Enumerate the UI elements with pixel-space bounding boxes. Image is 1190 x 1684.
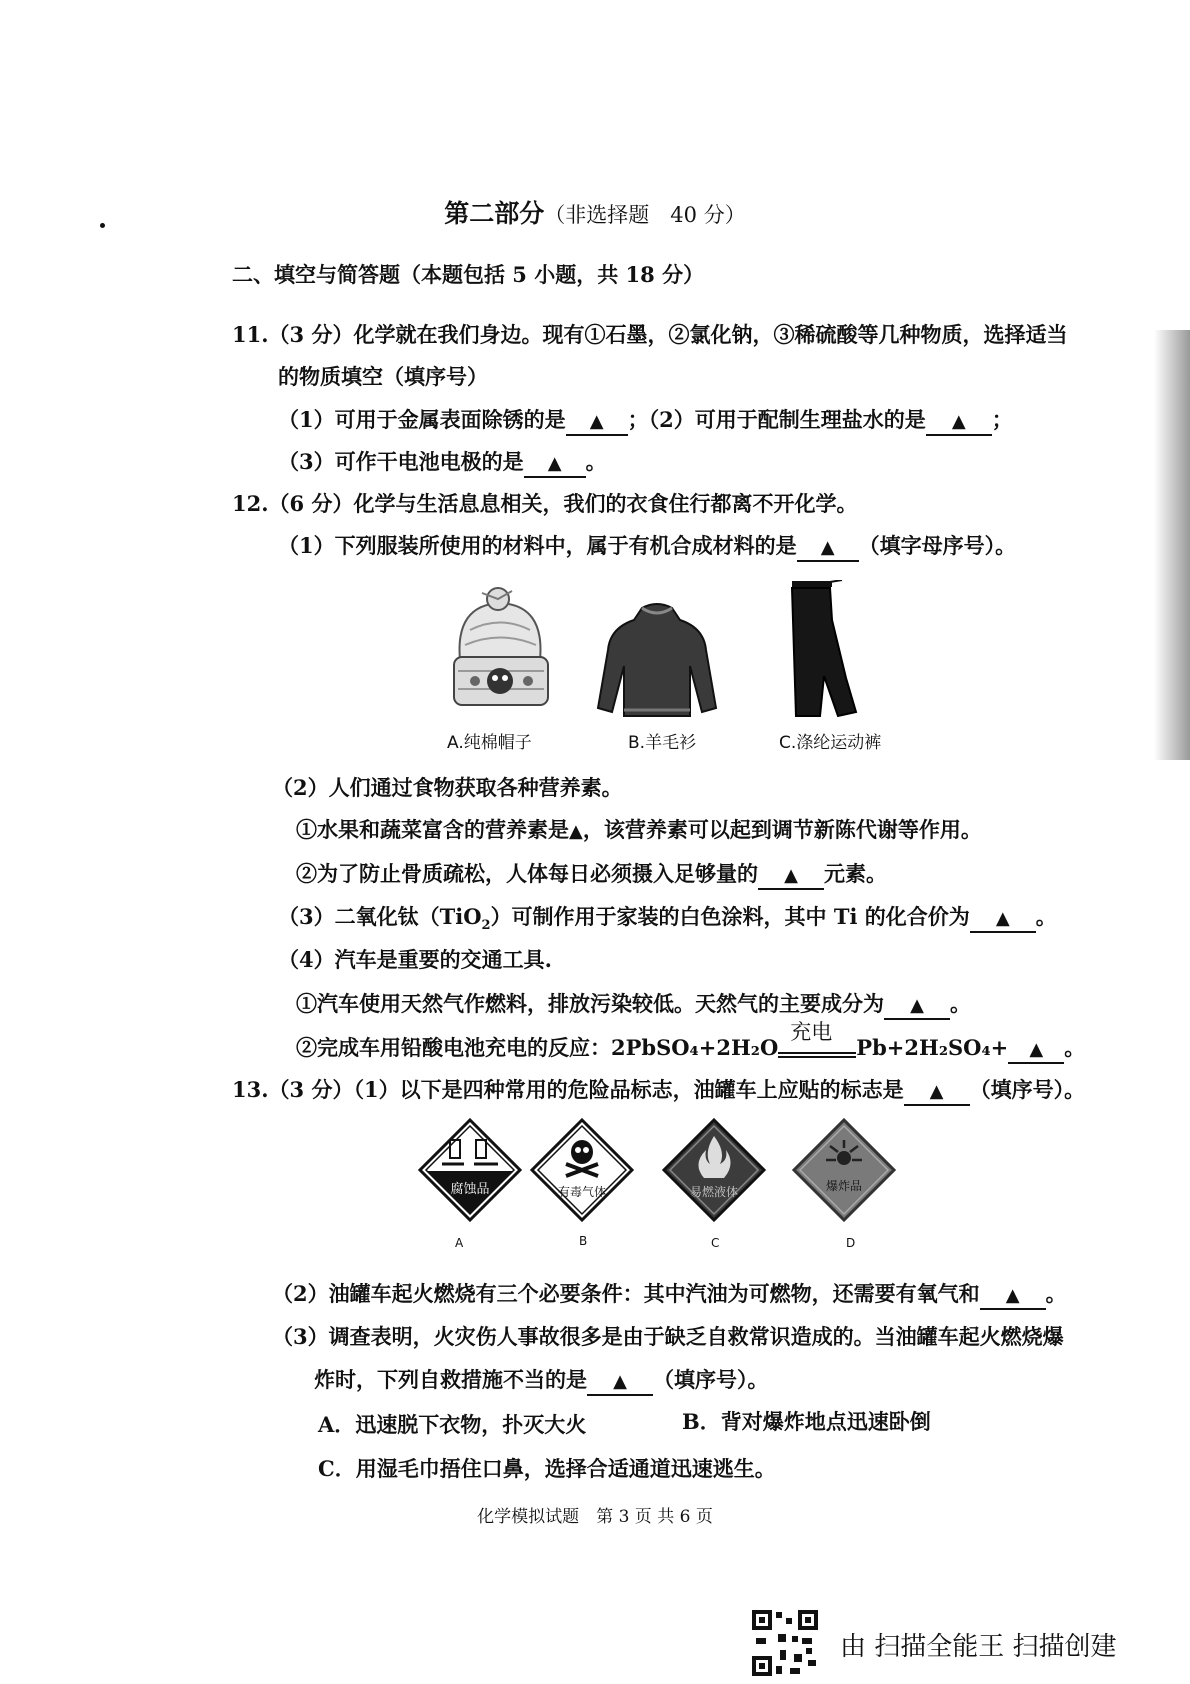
caption-a: A.纯棉帽子 (447, 733, 532, 753)
q12-part-4-2: ②完成车用铅酸电池充电的反应：2PbSO₄+2H₂O 充电 Pb+2H₂SO₄+ ▲ 。 (296, 1034, 1085, 1064)
caption-b: B.羊毛衫 (628, 733, 697, 753)
q13-part-2: （2）油罐车起火燃烧有三个必要条件：其中汽油为可燃物，还需要有氧气和 ▲ 。 (272, 1280, 1067, 1310)
answer-blank[interactable]: ▲ (758, 862, 824, 890)
answer-blank[interactable]: ▲ (884, 992, 950, 1020)
answer-blank[interactable]: ▲ (1008, 1036, 1064, 1064)
reaction-arrow (778, 1020, 856, 1064)
q11-stem-1: 11.（3 分）化学就在我们身边。现有①石墨，②氯化钠，③稀硫酸等几种物质，选择适当 (232, 322, 1068, 347)
wool-sweater-image (592, 600, 722, 720)
q12-part-2-2: ②为了防止骨质疏松，人体每日必须摄入足够量的 ▲ 元素。 (296, 860, 887, 890)
q13-stem: 13.（3 分）（1）以下是四种常用的危险品标志，油罐车上应贴的标志是 ▲ （填序号）。 (232, 1076, 1085, 1106)
answer-blank[interactable]: ▲ (587, 1368, 653, 1396)
part-title-sub: （非选择题 40 分） (544, 203, 746, 227)
q12-part-2-1: ①水果和蔬菜富含的营养素是▲，该营养素可以起到调节新陈代谢等作用。 (296, 817, 982, 842)
sign-b-text: 有毒气体 (557, 1185, 607, 1199)
sign-letter-c: C (711, 1236, 720, 1250)
answer-blank[interactable]: ▲ (904, 1078, 970, 1106)
answer-blank[interactable]: ▲ (524, 450, 586, 478)
part-title-main: 第二部分 (444, 199, 545, 228)
reaction-condition: 充电 (790, 1020, 833, 1044)
q12-part-4-1: ①汽车使用天然气作燃料，排放污染较低。天然气的主要成分为 ▲ 。 (296, 990, 971, 1020)
answer-blank[interactable]: ▲ (926, 408, 992, 436)
q12-part-2: （2）人们通过食物获取各种营养素。 (272, 775, 623, 800)
q13-part-3-2: 炸时，下列自救措施不当的是 ▲ （填序号）。 (314, 1366, 769, 1396)
q12-part-1: （1）下列服装所使用的材料中，属于有机合成材料的是 ▲ （填字母序号）。 (278, 532, 1016, 562)
cotton-hat-image (440, 585, 560, 725)
sign-d-text: 爆炸品 (825, 1179, 863, 1193)
q12-part-3: （3）二氧化钛（TiO$_2$）可制作用于家装的白色涂料，其中 Ti 的化合价为 ▲ 。 (278, 904, 1057, 934)
scanner-watermark: 由 扫描全能王 扫描创建 (840, 1632, 1117, 1662)
q11-stem-2: 的物质填空（填序号） (278, 364, 488, 389)
q12-part-4: （4）汽车是重要的交通工具. (278, 947, 552, 972)
polyester-pants-image (780, 580, 860, 720)
corrosive-sign (418, 1118, 522, 1222)
answer-blank[interactable]: ▲ (797, 534, 859, 562)
part-title (0, 194, 1190, 230)
sign-a-text: 腐蚀品 (450, 1182, 490, 1197)
flammable-liquid-sign (662, 1118, 766, 1222)
q11-part-3: （3）可作干电池电极的是 ▲ 。 (278, 448, 607, 478)
q12-stem: 12.（6 分）化学与生活息息相关，我们的衣食住行都离不开化学。 (232, 491, 858, 516)
answer-mark[interactable]: ▲ (569, 821, 583, 842)
option-a: A．迅速脱下衣物，扑灭大火 (318, 1412, 587, 1437)
qr-code-icon (750, 1608, 820, 1678)
q11-part-1-2: （1）可用于金属表面除锈的是 ▲ ；（2）可用于配制生理盐水的是 ▲ ； (278, 406, 1013, 436)
sign-c-text: 易燃液体 (689, 1185, 739, 1199)
sign-letter-a: A (455, 1236, 464, 1250)
answer-blank[interactable]: ▲ (970, 905, 1036, 933)
option-b: B．背对爆炸地点迅速卧倒 (682, 1409, 931, 1434)
caption-c: C.涤纶运动裤 (779, 733, 882, 753)
equation-left: 2PbSO₄+2H₂O (611, 1035, 779, 1060)
section-heading: 二、填空与简答题（本题包括 5 小题，共 18 分） (232, 262, 705, 287)
equation-right: Pb+2H₂SO₄+ (856, 1035, 1009, 1060)
page-footer: 化学模拟试题 第 3 页 共 6 页 (477, 1507, 713, 1527)
q13-part-3-1: （3）调查表明，火灾伤人事故很多是由于缺乏自救常识造成的。当油罐车起火燃烧爆 (272, 1324, 1064, 1349)
toxic-gas-sign (530, 1118, 634, 1222)
option-c: C．用湿毛巾捂住口鼻，选择合适通道迅速逃生。 (318, 1456, 776, 1481)
sign-letter-d: D (846, 1236, 856, 1250)
scan-shadow (1154, 330, 1190, 760)
explosive-sign (792, 1118, 896, 1222)
answer-blank[interactable]: ▲ (980, 1282, 1046, 1310)
answer-blank[interactable]: ▲ (566, 408, 628, 436)
sign-letter-b: B (579, 1234, 588, 1248)
